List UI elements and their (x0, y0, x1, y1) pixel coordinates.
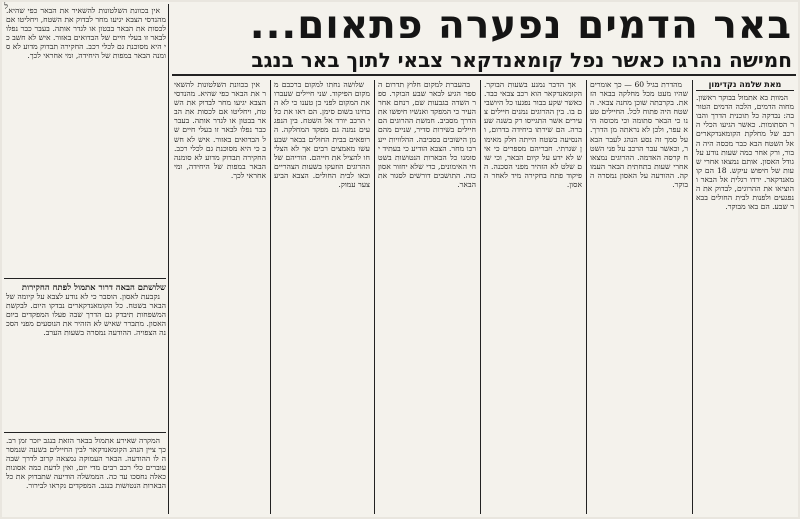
article-paragraph: מהדרת בגיל 60 — כך אומרים שהיו מעט מכל מחלקה בבאר הזאת. בקרבתה שוכן מחנה צבאי. השטח היה פתוח לכל. החיילים טענו כי הבאר סתומה וכי מכוסה היא עפר, ולכן לא נראתה מן הדרך. על סמך זה נסע הנהג לעבר הבאר, וכאשר עבר הרכב על פני השטח קרסה האדמה. ההרוגים נמצאו אחרי שעות בתחתית הבאר העמוקה. ההודעה על האסון נמסרה הבוקר. (590, 80, 688, 190)
article-column-5 (274, 80, 370, 514)
article-column-1 (696, 80, 794, 514)
article-column-4 (378, 80, 476, 514)
byline: מאת שלמה נקדימון (696, 80, 794, 91)
column-rule (374, 80, 375, 514)
article-paragraph: אך הדבר נמנע בשעות הבוקר. הקומאנדקאר הוא רכב צבאי כבד. כאשר שקע בבור נפגעו כל היושבים בו. בין ההרוגים נמנים חיילים צעירים אשר התגייסו רק בשנה שעברה. הם שירתו ביחידה בדרום, והנסיעה בשטח הייתה חלק מאימון שגרתי. חבריהם מספרים כי איש לא ידע על קיום הבאר, וכי שום שלט לא הזהיר מפני הסכנה. הפיקוד פתח בחקירה מיד לאחר האסון. (484, 80, 582, 190)
box-heading: שלושתם הבאה דרור אתמול לפתח החקירות (21, 282, 166, 292)
box-text: נקבעת לאסון. הוסבר כי לא נודע לצבא על קיומה של הבאר בשטח. כל הקומאנדקארים נבדקו היום. לבקשת המשפחות תיבדק גם הדרך שבה פעלו המפקדים ביום האסון. מתברר שאיש לא הזהיר את הנוסעים מפני הסכנה הצפויה. ההודעה נמסרה בשעות הערב. (6, 292, 166, 338)
article-column-6 (174, 80, 266, 514)
article-paragraph: המוות בא אתמול בבוקר ראשון. מחוה הדמים, הלכה הדמים הטורבה: נבדקה כל תוכנית הדרך והבור הסתומות. כאשר הגיעו הכלי הרכב של מחלקת הקומאנדקארים אל השטח הבא כבר מכסה היה הבור, ורק אחר כמה שעות נודע על גודל האסון. אותם נמצאו אחרי שעות של חיפוש עיקש. 18 הם קומאנדקאר. ירדו רגלית אל הבאר והוציאו את ההרוגים, לבדוק את הנפגעים ולפנות לבית החולים בבאר שבע. הם באו מבוקר. (696, 93, 794, 212)
article-box (6, 282, 166, 428)
column-rule (480, 80, 481, 514)
article-paragraph: אין בכוונת השלטונות להשאיר את הבאר כפי שהיא. מהנדסי הצבא יגיעו מחר לבדוק את השטח, ויחליטו אם לכסות את הבאר בבטון או לגדר אותה. בעבר כבר נפלו לבאר זו בעלי חיים של הבדואים באזור. איש לא חשב כי היא מסוכנת גם לכלי רכב. החקירה תבדוק מדוע לא סומנה הבאר במפות של היחידה, ומי אחראי לכך. (174, 80, 266, 180)
column-rule-left (168, 4, 169, 514)
article-column-3 (484, 80, 582, 514)
column-rule (692, 80, 693, 514)
article-column-2 (590, 80, 688, 514)
article-paragraph: שלושה נחתו למקום ברכבם ממקום הפיקוד. שני חיילים שעברו את המקום לפני כן טענו כי לא הבחינו בשום סימן. הם ראו את כלי הרכב יורד אל השטח. בין הנפגעים נמנה גם מפקד המחלקה. הרופאים בבית החולים בבאר שבע עשו מאמצים רבים אך לא הצליחו להציל את חייהם. הוריהם של ההרוגים הוזעקו בשעות הצהריים ובאו לבית החולים. הצבא הביע צער עמוק. (274, 80, 370, 190)
column-rule (586, 80, 587, 514)
subheadline: חמישה נהרגו כאשר נפל קומאנדקאר צבאי לתוך באר בנגב (251, 48, 792, 72)
article-paragraph: בהעברת למקום חלוץ תדרום הספר הגיע לבאר שבע הבוקר. ספר השדה בגבעות שם, רנחם אחר העיר כי המפקד ואנשיו חיפשו את הדרך מסביב. חמשת ההרוגים הם חיילים בשירות סדיר, שניים מהם מן הישובים בסביבה. ההלוויות ייערכו מחר. הצבא הודיע כי בעתיד יסומנו כל הבארות הנטושות בשטחי האימונים, כדי שלא יחזור אסון כזה. התושבים דורשים לסגור את הבאר. (378, 80, 476, 190)
column-rule (270, 80, 271, 514)
box-rule (4, 278, 166, 279)
newspaper-clipping (2, 2, 798, 517)
closing-paragraph: המקרה שאירע אתמול בבאר הזאת בנגב יזכר זמן רב. כך ציין הנהג הקומאנדקאר לבין החיילים בשעה שנמסרה לו ההודעה. הבאר העמוקה נמצאה קרוב לדרך שבה עוברים כלי רכב רבים מדי יום, ואין לדעת כמה אסונות כאלה נחסכו עד כה. הממשלה הודיעה שתבדוק את כל הבארות הנטושות בנגב. המפקדים נקראו לבירור. (6, 436, 166, 491)
headline-rule (172, 74, 796, 76)
article-column-left-bottom (6, 436, 166, 514)
clipping-edge-fragment: ל (4, 2, 8, 11)
article-paragraph: אין בכוונת השלטונות להשאיר את הבאר כפי שהיא. מהנדסי הצבא יגיעו מחר לבדוק את השטח, ויחליטו אם לכסות את הבאר בבטון או לגדר אותה. בעבר כבר נפלו לבאר זו בעלי חיים של הבדואים באזור. איש לא חשב כי היא מסוכנת גם לכלי רכב. החקירה תבדוק מדוע לא סומנה הבאר במפות של היחידה, ומי אחראי לכך. (6, 6, 166, 61)
closing-rule (4, 432, 166, 433)
article-column-left-top (6, 6, 166, 274)
headline: באר הדמים נפערה פתאום... (249, 3, 792, 48)
